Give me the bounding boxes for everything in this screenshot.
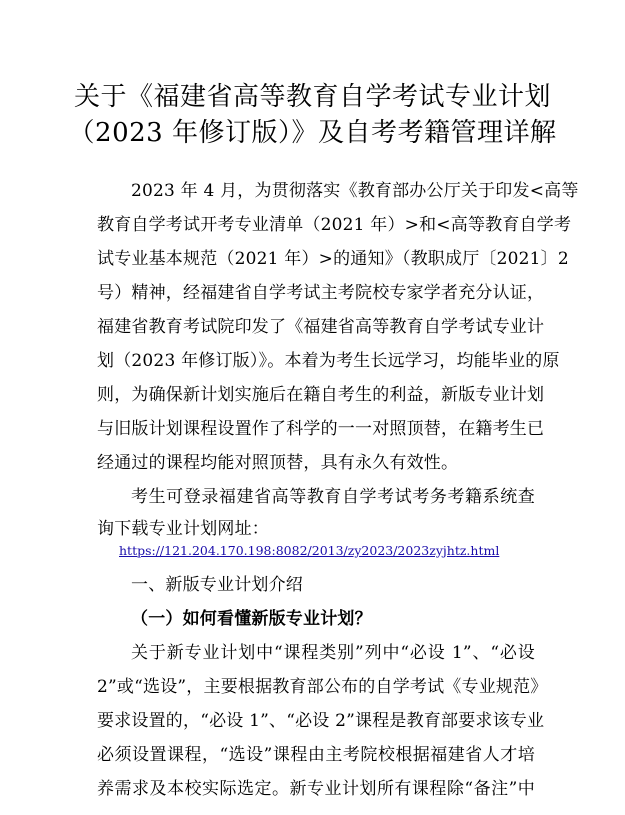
subsection-heading: （一）如何看懂新版专业计划？ (131, 609, 372, 629)
paragraph-1-line: 2023 年 4 月，为贯彻落实《教育部办公厅关于印发<高等 (131, 181, 579, 201)
document-title-line-1: 关于《福建省高等教育自学考试专业计划 (73, 82, 551, 112)
paragraph-2-line: 考生可登录福建省高等教育自学考试考务考籍系统查 (131, 487, 535, 507)
paragraph-1-line: 试专业基本规范（2021 年）>的通知》（教职成厅〔2021〕2 (97, 249, 569, 269)
paragraph-1-line: 与旧版计划课程设置作了科学的一一对照顶替，在籍考生已 (97, 419, 545, 439)
paragraph-1-line: 号）精神，经福建省自学考试主考院校专家学者充分认证， (97, 283, 545, 303)
paragraph-3-line: 2”或“选设”，主要根据教育部公布的自学考试《专业规范》 (97, 677, 548, 697)
paragraph-3-line: 养需求及本校实际选定。新专业计划所有课程除“备注”中 (97, 779, 535, 799)
paragraph-3-line: 要求设置的，“必设 1”、“必设 2”课程是教育部要求该专业 (97, 711, 545, 731)
paragraph-1-line: 划（2023 年修订版）》。本着为考生长远学习，均能毕业的原 (97, 351, 560, 371)
section-heading: 一、新版专业计划介绍 (131, 575, 303, 595)
paragraph-1-line: 则，为确保新计划实施后在籍自考生的利益，新版专业计划 (97, 385, 545, 405)
document-title-line-2: （2023 年修订版）》及自考考籍管理详解 (68, 118, 557, 148)
paragraph-1-line: 福建省教育考试院印发了《福建省高等教育自学考试专业计 (97, 317, 545, 337)
plan-download-link[interactable]: https://121.204.170.198:8082/2013/zy2023/2023zyjhtz.html (119, 543, 500, 558)
paragraph-3-line: 必须设置课程，“选设”课程由主考院校根据福建省人才培 (97, 745, 535, 765)
paragraph-2-line: 询下载专业计划网址： (97, 519, 269, 539)
paragraph-1-line: 经通过的课程均能对照顶替，具有永久有效性。 (97, 453, 459, 473)
paragraph-3-line: 关于新专业计划中“课程类别”列中“必设 1”、“必设 (131, 643, 535, 663)
paragraph-1-line: 教育自学考试开考专业清单（2021 年）>和<高等教育自学考 (97, 215, 572, 235)
